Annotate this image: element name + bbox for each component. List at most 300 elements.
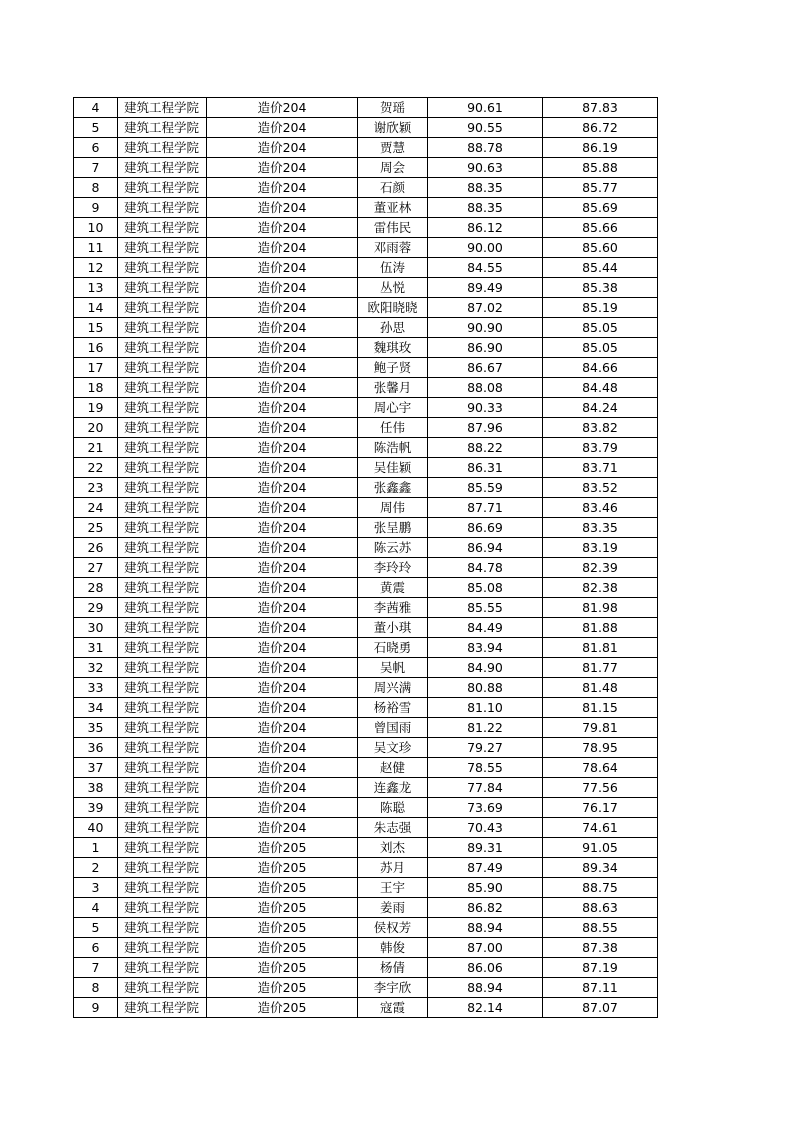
- cell-class: 造价204: [207, 318, 358, 338]
- cell-score-a: 86.31: [428, 458, 543, 478]
- cell-class: 造价204: [207, 638, 358, 658]
- cell-score-b: 85.19: [543, 298, 658, 318]
- cell-college: 建筑工程学院: [118, 878, 207, 898]
- cell-score-a: 90.63: [428, 158, 543, 178]
- cell-name: 侯权芳: [358, 918, 428, 938]
- cell-class: 造价204: [207, 658, 358, 678]
- cell-index: 4: [74, 98, 118, 118]
- table-row: [74, 798, 658, 818]
- cell-score-a: 84.90: [428, 658, 543, 678]
- cell-class: 造价204: [207, 518, 358, 538]
- cell-class: 造价204: [207, 198, 358, 218]
- cell-score-b: 85.05: [543, 338, 658, 358]
- cell-college: 建筑工程学院: [118, 718, 207, 738]
- table-row: [74, 558, 658, 578]
- cell-score-b: 82.38: [543, 578, 658, 598]
- cell-index: 33: [74, 678, 118, 698]
- cell-name: 曾国雨: [358, 718, 428, 738]
- cell-score-a: 79.27: [428, 738, 543, 758]
- cell-name: 董亚林: [358, 198, 428, 218]
- cell-index: 37: [74, 758, 118, 778]
- cell-score-a: 83.94: [428, 638, 543, 658]
- table-row: [74, 778, 658, 798]
- cell-name: 贺瑶: [358, 98, 428, 118]
- cell-score-b: 78.64: [543, 758, 658, 778]
- table-row: [74, 178, 658, 198]
- table-row: [74, 518, 658, 538]
- cell-name: 鲍子贤: [358, 358, 428, 378]
- cell-class: 造价204: [207, 738, 358, 758]
- cell-score-a: 86.67: [428, 358, 543, 378]
- cell-college: 建筑工程学院: [118, 558, 207, 578]
- cell-score-b: 87.19: [543, 958, 658, 978]
- table-row: [74, 818, 658, 838]
- table-row: [74, 758, 658, 778]
- cell-name: 贾慧: [358, 138, 428, 158]
- cell-score-a: 90.61: [428, 98, 543, 118]
- cell-score-b: 91.05: [543, 838, 658, 858]
- table-row: [74, 158, 658, 178]
- cell-index: 3: [74, 878, 118, 898]
- cell-score-a: 90.00: [428, 238, 543, 258]
- cell-index: 12: [74, 258, 118, 278]
- table-row: [74, 858, 658, 878]
- cell-name: 石晓勇: [358, 638, 428, 658]
- cell-index: 36: [74, 738, 118, 758]
- cell-college: 建筑工程学院: [118, 738, 207, 758]
- table-row: [74, 578, 658, 598]
- cell-class: 造价204: [207, 378, 358, 398]
- cell-score-b: 87.11: [543, 978, 658, 998]
- cell-score-b: 81.15: [543, 698, 658, 718]
- cell-score-b: 85.66: [543, 218, 658, 238]
- cell-class: 造价205: [207, 958, 358, 978]
- cell-college: 建筑工程学院: [118, 818, 207, 838]
- cell-college: 建筑工程学院: [118, 658, 207, 678]
- cell-score-a: 81.10: [428, 698, 543, 718]
- cell-score-b: 86.72: [543, 118, 658, 138]
- cell-name: 杨倩: [358, 958, 428, 978]
- cell-class: 造价204: [207, 598, 358, 618]
- table-row: [74, 598, 658, 618]
- cell-score-b: 85.38: [543, 278, 658, 298]
- cell-index: 6: [74, 938, 118, 958]
- cell-name: 石颜: [358, 178, 428, 198]
- cell-name: 刘杰: [358, 838, 428, 858]
- cell-name: 王宇: [358, 878, 428, 898]
- cell-score-b: 87.83: [543, 98, 658, 118]
- cell-college: 建筑工程学院: [118, 138, 207, 158]
- cell-index: 14: [74, 298, 118, 318]
- cell-class: 造价204: [207, 138, 358, 158]
- cell-index: 19: [74, 398, 118, 418]
- table-row: [74, 498, 658, 518]
- cell-index: 32: [74, 658, 118, 678]
- cell-class: 造价204: [207, 678, 358, 698]
- cell-name: 李宇欣: [358, 978, 428, 998]
- cell-college: 建筑工程学院: [118, 958, 207, 978]
- cell-score-a: 87.71: [428, 498, 543, 518]
- cell-score-a: 86.90: [428, 338, 543, 358]
- cell-score-a: 87.00: [428, 938, 543, 958]
- cell-index: 8: [74, 178, 118, 198]
- cell-score-b: 81.98: [543, 598, 658, 618]
- cell-name: 吴文珍: [358, 738, 428, 758]
- cell-score-b: 87.07: [543, 998, 658, 1018]
- cell-index: 22: [74, 458, 118, 478]
- table-row: [74, 958, 658, 978]
- cell-class: 造价204: [207, 578, 358, 598]
- cell-college: 建筑工程学院: [118, 858, 207, 878]
- cell-class: 造价204: [207, 158, 358, 178]
- cell-index: 26: [74, 538, 118, 558]
- cell-college: 建筑工程学院: [118, 378, 207, 398]
- table-row: [74, 538, 658, 558]
- cell-name: 魏琪玫: [358, 338, 428, 358]
- cell-score-a: 84.55: [428, 258, 543, 278]
- cell-name: 寇霞: [358, 998, 428, 1018]
- table-row: [74, 878, 658, 898]
- cell-index: 29: [74, 598, 118, 618]
- cell-college: 建筑工程学院: [118, 998, 207, 1018]
- cell-college: 建筑工程学院: [118, 418, 207, 438]
- cell-score-a: 88.35: [428, 198, 543, 218]
- cell-class: 造价204: [207, 458, 358, 478]
- cell-name: 周兴满: [358, 678, 428, 698]
- cell-college: 建筑工程学院: [118, 838, 207, 858]
- cell-score-b: 78.95: [543, 738, 658, 758]
- cell-score-b: 85.88: [543, 158, 658, 178]
- cell-index: 13: [74, 278, 118, 298]
- cell-score-a: 77.84: [428, 778, 543, 798]
- cell-class: 造价205: [207, 918, 358, 938]
- cell-index: 35: [74, 718, 118, 738]
- table-row: [74, 258, 658, 278]
- cell-class: 造价205: [207, 938, 358, 958]
- cell-college: 建筑工程学院: [118, 338, 207, 358]
- cell-class: 造价204: [207, 798, 358, 818]
- table-row: [74, 918, 658, 938]
- cell-score-a: 84.78: [428, 558, 543, 578]
- cell-college: 建筑工程学院: [118, 898, 207, 918]
- cell-index: 23: [74, 478, 118, 498]
- cell-score-a: 86.82: [428, 898, 543, 918]
- cell-name: 任伟: [358, 418, 428, 438]
- cell-name: 张呈鹏: [358, 518, 428, 538]
- cell-score-b: 87.38: [543, 938, 658, 958]
- table-row: [74, 238, 658, 258]
- cell-index: 20: [74, 418, 118, 438]
- cell-score-a: 78.55: [428, 758, 543, 778]
- cell-class: 造价204: [207, 118, 358, 138]
- cell-score-a: 87.49: [428, 858, 543, 878]
- cell-class: 造价205: [207, 898, 358, 918]
- cell-college: 建筑工程学院: [118, 278, 207, 298]
- cell-name: 谢欣颖: [358, 118, 428, 138]
- cell-name: 陈聪: [358, 798, 428, 818]
- cell-class: 造价204: [207, 718, 358, 738]
- cell-college: 建筑工程学院: [118, 398, 207, 418]
- cell-name: 周伟: [358, 498, 428, 518]
- cell-score-b: 82.39: [543, 558, 658, 578]
- cell-college: 建筑工程学院: [118, 518, 207, 538]
- cell-class: 造价204: [207, 698, 358, 718]
- cell-score-a: 80.88: [428, 678, 543, 698]
- cell-college: 建筑工程学院: [118, 358, 207, 378]
- cell-college: 建筑工程学院: [118, 218, 207, 238]
- cell-score-a: 90.55: [428, 118, 543, 138]
- cell-score-a: 86.69: [428, 518, 543, 538]
- table-row: [74, 618, 658, 638]
- cell-index: 25: [74, 518, 118, 538]
- cell-score-a: 85.90: [428, 878, 543, 898]
- cell-name: 邓雨蓉: [358, 238, 428, 258]
- cell-college: 建筑工程学院: [118, 458, 207, 478]
- cell-score-a: 84.49: [428, 618, 543, 638]
- cell-index: 1: [74, 838, 118, 858]
- cell-class: 造价204: [207, 778, 358, 798]
- cell-class: 造价204: [207, 178, 358, 198]
- cell-score-a: 87.02: [428, 298, 543, 318]
- cell-index: 39: [74, 798, 118, 818]
- cell-name: 赵健: [358, 758, 428, 778]
- cell-name: 陈浩帆: [358, 438, 428, 458]
- cell-college: 建筑工程学院: [118, 678, 207, 698]
- cell-score-b: 83.71: [543, 458, 658, 478]
- cell-index: 9: [74, 198, 118, 218]
- cell-name: 董小琪: [358, 618, 428, 638]
- cell-class: 造价205: [207, 858, 358, 878]
- cell-name: 周会: [358, 158, 428, 178]
- cell-name: 欧阳晓晓: [358, 298, 428, 318]
- cell-index: 15: [74, 318, 118, 338]
- table-row: [74, 458, 658, 478]
- cell-class: 造价204: [207, 278, 358, 298]
- cell-index: 21: [74, 438, 118, 458]
- cell-class: 造价204: [207, 478, 358, 498]
- cell-class: 造价204: [207, 498, 358, 518]
- cell-name: 朱志强: [358, 818, 428, 838]
- table-row: [74, 98, 658, 118]
- cell-college: 建筑工程学院: [118, 578, 207, 598]
- cell-college: 建筑工程学院: [118, 298, 207, 318]
- cell-score-b: 85.05: [543, 318, 658, 338]
- cell-score-a: 88.94: [428, 918, 543, 938]
- cell-score-b: 86.19: [543, 138, 658, 158]
- cell-score-a: 86.12: [428, 218, 543, 238]
- cell-class: 造价204: [207, 618, 358, 638]
- cell-score-b: 81.81: [543, 638, 658, 658]
- cell-score-b: 88.63: [543, 898, 658, 918]
- cell-score-b: 85.60: [543, 238, 658, 258]
- table-row: [74, 318, 658, 338]
- cell-class: 造价204: [207, 418, 358, 438]
- cell-index: 24: [74, 498, 118, 518]
- table-row: [74, 938, 658, 958]
- cell-index: 2: [74, 858, 118, 878]
- cell-score-a: 85.59: [428, 478, 543, 498]
- table-row: [74, 998, 658, 1018]
- cell-name: 陈云苏: [358, 538, 428, 558]
- cell-index: 11: [74, 238, 118, 258]
- cell-class: 造价204: [207, 98, 358, 118]
- table-row: [74, 278, 658, 298]
- cell-college: 建筑工程学院: [118, 498, 207, 518]
- cell-class: 造价204: [207, 558, 358, 578]
- cell-name: 周心宇: [358, 398, 428, 418]
- cell-index: 18: [74, 378, 118, 398]
- cell-score-a: 89.31: [428, 838, 543, 858]
- cell-college: 建筑工程学院: [118, 238, 207, 258]
- cell-college: 建筑工程学院: [118, 178, 207, 198]
- cell-score-b: 83.79: [543, 438, 658, 458]
- cell-score-b: 84.66: [543, 358, 658, 378]
- cell-class: 造价204: [207, 538, 358, 558]
- cell-score-a: 90.90: [428, 318, 543, 338]
- table-row: [74, 338, 658, 358]
- table-row: [74, 898, 658, 918]
- cell-college: 建筑工程学院: [118, 158, 207, 178]
- cell-class: 造价204: [207, 818, 358, 838]
- cell-score-b: 85.77: [543, 178, 658, 198]
- table-row: [74, 138, 658, 158]
- cell-name: 姜雨: [358, 898, 428, 918]
- table-row: [74, 638, 658, 658]
- cell-college: 建筑工程学院: [118, 778, 207, 798]
- table-row: [74, 478, 658, 498]
- cell-college: 建筑工程学院: [118, 478, 207, 498]
- cell-name: 孙思: [358, 318, 428, 338]
- table-row: [74, 298, 658, 318]
- cell-score-b: 85.69: [543, 198, 658, 218]
- table-row: [74, 678, 658, 698]
- score-table: [73, 97, 658, 1018]
- cell-name: 伍涛: [358, 258, 428, 278]
- cell-index: 9: [74, 998, 118, 1018]
- cell-score-a: 85.55: [428, 598, 543, 618]
- cell-college: 建筑工程学院: [118, 598, 207, 618]
- score-rows: [74, 98, 658, 1018]
- cell-class: 造价204: [207, 218, 358, 238]
- cell-index: 40: [74, 818, 118, 838]
- cell-class: 造价204: [207, 438, 358, 458]
- cell-college: 建筑工程学院: [118, 978, 207, 998]
- cell-index: 10: [74, 218, 118, 238]
- cell-score-b: 79.81: [543, 718, 658, 738]
- cell-class: 造价204: [207, 338, 358, 358]
- cell-score-b: 83.19: [543, 538, 658, 558]
- cell-score-a: 88.94: [428, 978, 543, 998]
- table-row: [74, 198, 658, 218]
- table-row: [74, 438, 658, 458]
- cell-name: 张馨月: [358, 378, 428, 398]
- cell-class: 造价204: [207, 398, 358, 418]
- cell-college: 建筑工程学院: [118, 538, 207, 558]
- cell-college: 建筑工程学院: [118, 318, 207, 338]
- cell-name: 李玲玲: [358, 558, 428, 578]
- table-row: [74, 218, 658, 238]
- cell-score-a: 88.08: [428, 378, 543, 398]
- cell-score-b: 74.61: [543, 818, 658, 838]
- cell-index: 34: [74, 698, 118, 718]
- cell-college: 建筑工程学院: [118, 618, 207, 638]
- cell-score-a: 88.35: [428, 178, 543, 198]
- cell-college: 建筑工程学院: [118, 198, 207, 218]
- cell-name: 杨裕雪: [358, 698, 428, 718]
- cell-class: 造价205: [207, 838, 358, 858]
- cell-index: 30: [74, 618, 118, 638]
- cell-score-a: 70.43: [428, 818, 543, 838]
- cell-score-b: 81.88: [543, 618, 658, 638]
- cell-class: 造价204: [207, 238, 358, 258]
- cell-college: 建筑工程学院: [118, 638, 207, 658]
- cell-score-b: 81.48: [543, 678, 658, 698]
- cell-score-a: 89.49: [428, 278, 543, 298]
- cell-class: 造价205: [207, 998, 358, 1018]
- cell-score-b: 83.35: [543, 518, 658, 538]
- cell-score-a: 87.96: [428, 418, 543, 438]
- cell-score-b: 83.52: [543, 478, 658, 498]
- cell-score-b: 88.75: [543, 878, 658, 898]
- cell-index: 5: [74, 918, 118, 938]
- cell-score-b: 77.56: [543, 778, 658, 798]
- cell-score-b: 83.46: [543, 498, 658, 518]
- cell-college: 建筑工程学院: [118, 938, 207, 958]
- cell-college: 建筑工程学院: [118, 698, 207, 718]
- cell-score-b: 76.17: [543, 798, 658, 818]
- table-row: [74, 838, 658, 858]
- cell-score-a: 90.33: [428, 398, 543, 418]
- cell-college: 建筑工程学院: [118, 258, 207, 278]
- cell-name: 张鑫鑫: [358, 478, 428, 498]
- cell-class: 造价205: [207, 978, 358, 998]
- cell-class: 造价204: [207, 358, 358, 378]
- cell-class: 造价204: [207, 258, 358, 278]
- cell-score-b: 84.48: [543, 378, 658, 398]
- cell-score-a: 85.08: [428, 578, 543, 598]
- cell-index: 31: [74, 638, 118, 658]
- cell-class: 造价204: [207, 298, 358, 318]
- cell-index: 28: [74, 578, 118, 598]
- cell-score-b: 81.77: [543, 658, 658, 678]
- cell-college: 建筑工程学院: [118, 758, 207, 778]
- cell-score-a: 88.78: [428, 138, 543, 158]
- cell-score-b: 84.24: [543, 398, 658, 418]
- cell-index: 38: [74, 778, 118, 798]
- cell-index: 6: [74, 138, 118, 158]
- cell-name: 黄震: [358, 578, 428, 598]
- cell-score-a: 86.94: [428, 538, 543, 558]
- cell-name: 吴佳颖: [358, 458, 428, 478]
- cell-score-a: 82.14: [428, 998, 543, 1018]
- cell-index: 16: [74, 338, 118, 358]
- cell-score-b: 89.34: [543, 858, 658, 878]
- cell-index: 27: [74, 558, 118, 578]
- table-row: [74, 738, 658, 758]
- cell-college: 建筑工程学院: [118, 798, 207, 818]
- cell-name: 雷伟民: [358, 218, 428, 238]
- cell-score-b: 88.55: [543, 918, 658, 938]
- table-row: [74, 698, 658, 718]
- table-row: [74, 418, 658, 438]
- cell-college: 建筑工程学院: [118, 98, 207, 118]
- cell-score-b: 85.44: [543, 258, 658, 278]
- cell-index: 17: [74, 358, 118, 378]
- cell-class: 造价205: [207, 878, 358, 898]
- cell-name: 吴帆: [358, 658, 428, 678]
- table-row: [74, 718, 658, 738]
- cell-index: 7: [74, 158, 118, 178]
